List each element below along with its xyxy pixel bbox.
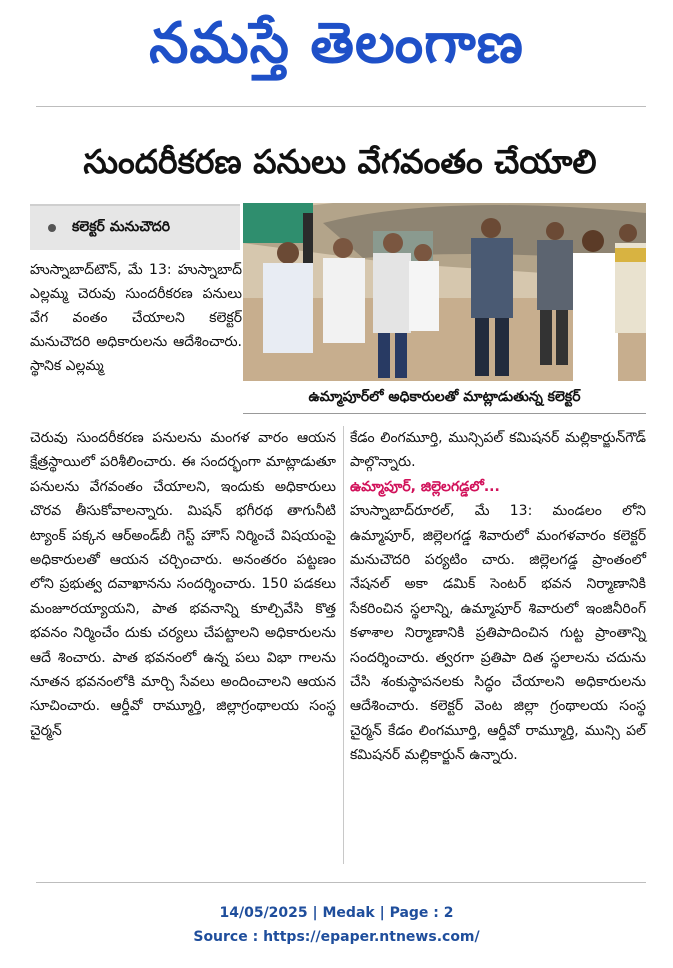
- byline: కలెక్టర్ మనుచౌదరి: [72, 218, 171, 235]
- photo-caption: ఉమ్మాపూర్‌లో అధికారులతో మాట్లాడుతున్న కలెక్టర్: [243, 381, 646, 414]
- bullet-icon: [48, 224, 56, 232]
- paragraph: చెరువు సుందరీకరణ పనులను మంగళ వారం ఆయన క్షేత్రస్థాయిలో పరిశీలించారు. ఈ సందర్భంగా మాట్లాడుతూ పనులను వేగవంతం చేయాలని, ఇందుకు అధికారులు చొరవ తీసుకోవాలన్నారు. మిషన్ భగీరథ తాగునీటి ట్యాంక్ పక్కన ఆర్‌అండ్‌బీ గెస్ట్ హౌస్ నిర్మించే విషయంపై అధికారులతో ఆయన చర్చించారు. అనంతరం పట్టణం లోని ప్రభుత్వ దవాఖానను సందర్శించారు. 150 పడకలు మంజూరయ్యాయని, పాత భవనాన్ని కూల్చివేసి కొత్త భవనం నిర్మించేం దుకు చర్యలు చేపట్టాలని అధికారులను ఆదే శించారు. పాత భవనంలో ఉన్న పలు విభా గాలను నూతన భవనంలోకి మార్చి సేవలు అందించాలని ఆయన సూచించారు. ఆర్డీవో రామ్మూర్తి, జిల్లాగ్రంథాలయ సంస్థ చైర్మన్: [30, 430, 336, 739]
- paragraph: కేడం లింగమూర్తి, మున్సిపల్ కమిషనర్ మల్లికార్జున్‌గౌడ్ పాల్గొన్నారు.: [350, 430, 646, 471]
- article-column-left-top: [30, 258, 242, 378]
- article-column-left-bottom: [30, 426, 336, 743]
- news-photo: [243, 203, 646, 381]
- footer-source-link[interactable]: Source : https://epaper.ntnews.com/: [193, 929, 480, 945]
- paragraph: హుస్నాబాద్‌టౌన్, మే 13: హుస్నాబాద్ ఎల్లమ్మ చెరువు సుందరీకరణ పనులు వేగ వంతం చేయాలని కలెక్టర్ మనుచౌదరి అధికారులను ఆదేశించారు. స్థానిక ఎల్లమ్మ: [30, 262, 242, 374]
- article-headline: సుందరీకరణ పనులు వేగవంతం చేయాలి: [83, 142, 597, 181]
- column-divider: [343, 426, 344, 864]
- photo-illustration: [243, 203, 646, 381]
- masthead-logo: నమస్తే తెలంగాణ: [149, 11, 524, 76]
- subheading: ఉమ్మాపూర్, జిల్లెలగడ్డలో...: [350, 478, 500, 495]
- paragraph: హుస్నాబాద్‌రూరల్, మే 13: మండలం లోని ఉమ్మాపూర్, జిల్లెలగడ్డ శివారులో మంగళవారం కలెక్టర్ మనుచౌదరి పర్యటిం చారు. జిల్లెలగడ్డ ప్రాంతంలో నేషనల్ అకా డమిక్ సెంటర్ భవన నిర్మాణానికి సేకరించిన స్థలాన్ని, ఉమ్మాపూర్ శివారులో ఇంజినీరింగ్ కళాశాల నిర్మాణానికి ప్రతిపాదించిన గుట్ట ప్రాంతాన్ని సందర్శించారు. త్వరగా ప్రతిపా దిత స్థలాలను చదును చేసి శంకుస్థాపనలకు సిద్ధం చేయాలని అధికారులను ఆదేశించారు. కలెక్టర్ వెంట జిల్లా గ్రంథాలయ సంస్థ చైర్మన్ కేడం లింగమూర్తి, ఆర్డీవో రామ్మూర్తి, మున్సి పల్ కమిషనర్ మల్లికార్జున్ ఉన్నారు.: [350, 503, 646, 764]
- bottom-rule: [36, 882, 646, 883]
- top-rule: [36, 106, 646, 107]
- article-column-right: [350, 426, 646, 768]
- byline-box: [30, 204, 240, 250]
- footer-date-edition: 14/05/2025 | Medak | Page : 2: [219, 905, 454, 921]
